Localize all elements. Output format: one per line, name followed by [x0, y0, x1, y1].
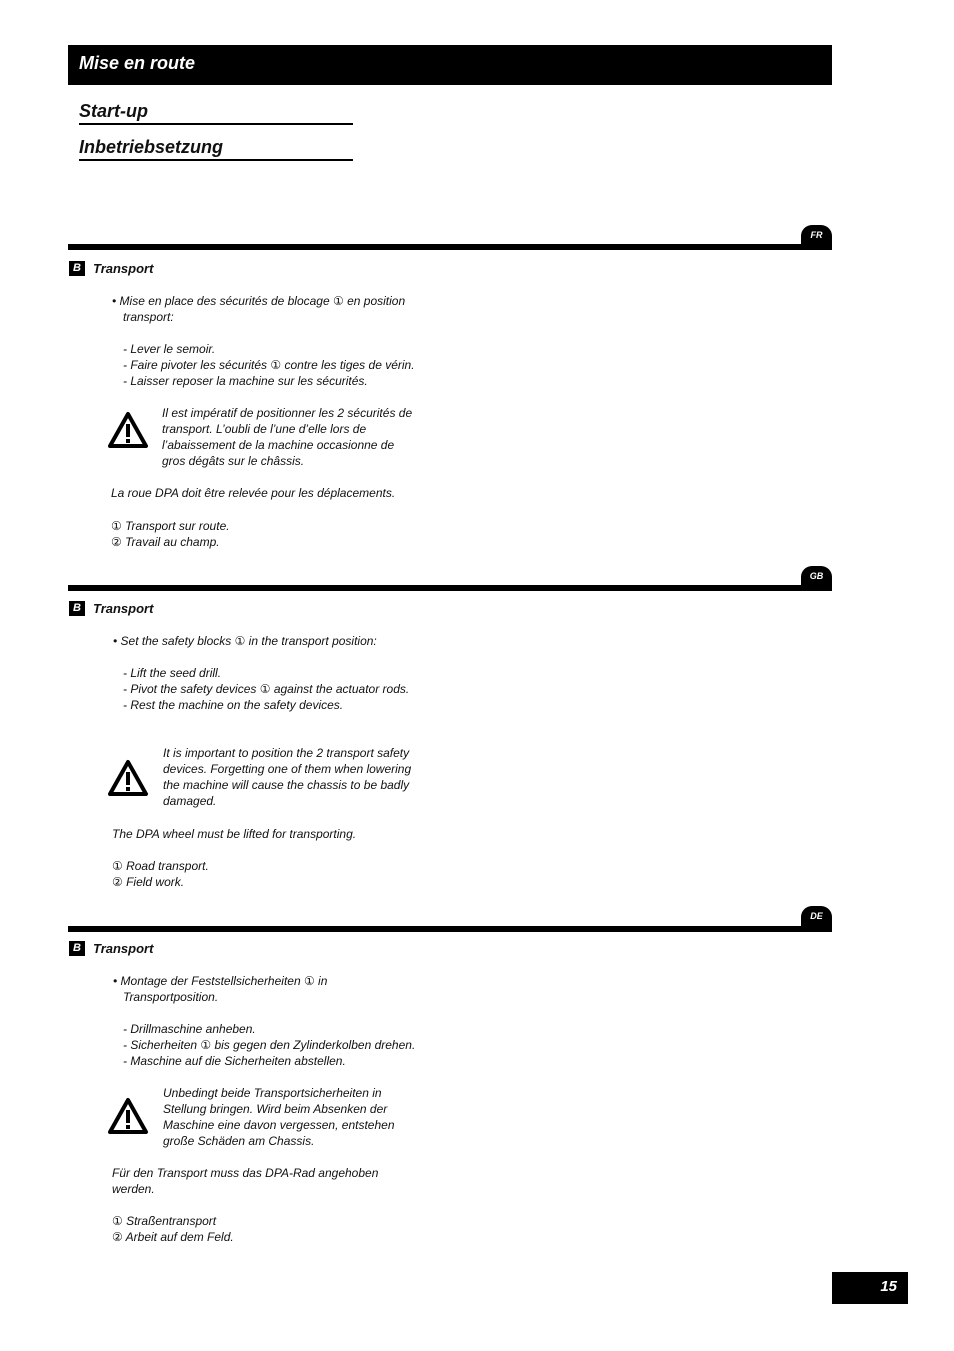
- lang-tab-de: DE: [801, 906, 832, 928]
- figure-ref-box: B: [69, 261, 85, 276]
- figure-ref-box: B: [69, 601, 85, 616]
- note-line: The DPA wheel must be lifted for transporting.: [112, 827, 357, 841]
- subtitle-english: Start-up: [79, 101, 353, 125]
- warning-text-line: Stellung bringen. Wird beim Absenken der: [163, 1102, 388, 1116]
- warning-text-line: transport. L’oubli de l’une d’elle lors de: [162, 422, 367, 436]
- subtitle-german: Inbetriebsetzung: [79, 137, 353, 161]
- bullet-line: • Set the safety blocks ① in the transport position:: [113, 634, 377, 648]
- bullet-line: Transportposition.: [123, 990, 219, 1004]
- note-line: werden.: [112, 1182, 155, 1196]
- warning-text-line: Unbedingt beide Transportsicherheiten in: [163, 1086, 382, 1100]
- note-line: Für den Transport muss das DPA-Rad angehoben: [112, 1166, 379, 1180]
- bullet-line: • Montage der Feststellsicherheiten ① in: [113, 974, 328, 988]
- warning-text-line: l’abaissement de la machine occasionne de: [162, 438, 395, 452]
- warning-text-line: große Schäden am Chassis.: [163, 1134, 315, 1148]
- step-line: - Laisser reposer la machine sur les sécurités.: [123, 374, 368, 388]
- legend-item: ② Arbeit auf dem Feld.: [112, 1230, 234, 1244]
- warning-triangle-icon: [107, 1097, 149, 1135]
- warning-text-line: gros dégâts sur le châssis.: [162, 454, 305, 468]
- step-line: - Lever le semoir.: [123, 342, 216, 356]
- warning-triangle-icon: [107, 411, 149, 449]
- warning-triangle-icon: [107, 759, 149, 797]
- chapter-title: Mise en route: [79, 53, 196, 73]
- section-title: Transport: [93, 261, 154, 276]
- lang-tab-fr: FR: [801, 225, 832, 247]
- section-rule-gb: [68, 585, 832, 591]
- legend-item: ① Transport sur route.: [111, 519, 230, 533]
- page-number: 15: [880, 1278, 897, 1295]
- lang-tab-gb: GB: [801, 566, 832, 588]
- legend-item: ② Travail au champ.: [111, 535, 220, 549]
- step-line: - Maschine auf die Sicherheiten abstellen.: [123, 1054, 346, 1068]
- step-line: - Sicherheiten ① bis gegen den Zylinderkolben drehen.: [123, 1038, 416, 1052]
- bullet-line: transport:: [123, 310, 174, 324]
- warning-text-line: devices. Forgetting one of them when lowering: [163, 762, 412, 776]
- bullet-line: • Mise en place des sécurités de blocage ① en position: [112, 294, 406, 308]
- chapter-title-bar: [68, 45, 832, 85]
- warning-text-line: the machine will cause the chassis to be badly: [163, 778, 410, 792]
- legend-item: ① Road transport.: [112, 859, 209, 873]
- warning-text-line: It is important to position the 2 transport safety: [163, 746, 410, 760]
- section-rule-de: [68, 926, 832, 932]
- figure-ref-box: B: [69, 941, 85, 956]
- legend-item: ① Straßentransport: [112, 1214, 217, 1228]
- warning-text-line: Maschine eine davon vergessen, entstehen: [163, 1118, 395, 1132]
- legend-item: ② Field work.: [112, 875, 185, 889]
- step-line: - Drillmaschine anheben.: [123, 1022, 256, 1036]
- section-title: Transport: [93, 941, 154, 956]
- step-line: - Rest the machine on the safety devices.: [123, 698, 344, 712]
- warning-text-line: Il est impératif de positionner les 2 sécurités de: [162, 406, 413, 420]
- step-line: - Faire pivoter les sécurités ① contre les tiges de vérin.: [123, 358, 415, 372]
- step-line: - Lift the seed drill.: [123, 666, 222, 680]
- section-rule-fr: [68, 244, 832, 250]
- step-line: - Pivot the safety devices ① against the actuator rods.: [123, 682, 410, 696]
- note-line: La roue DPA doit être relevée pour les déplacements.: [111, 486, 396, 500]
- warning-text-line: damaged.: [163, 794, 217, 808]
- section-title: Transport: [93, 601, 154, 616]
- page-number-box: [832, 1272, 908, 1304]
